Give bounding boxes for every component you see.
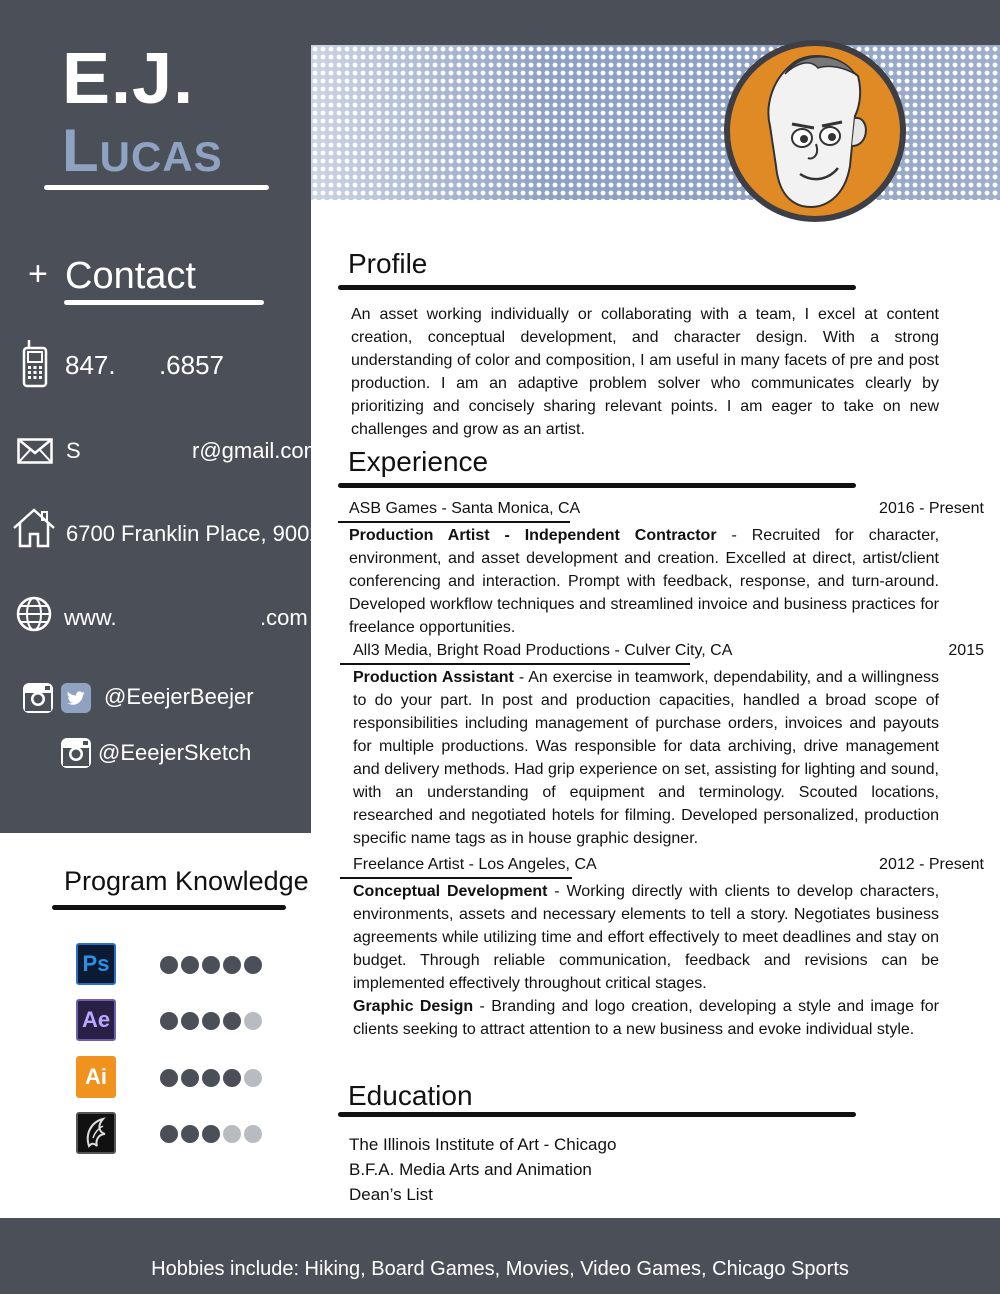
skill-rating (160, 1069, 262, 1087)
website-start[interactable]: www. (64, 605, 117, 630)
job-date: 2012 - Present (879, 856, 984, 873)
job-role: Production Artist - Independent Contractor (349, 527, 717, 544)
footer-band (0, 1218, 1000, 1294)
skill-dot-filled (181, 956, 199, 974)
home-icon (12, 508, 56, 553)
social-handle-1[interactable]: @EeejerBeejer (104, 684, 254, 709)
education-degree: B.F.A. Media Arts and Animation (349, 1160, 592, 1179)
skill-dot-filled (202, 1125, 220, 1143)
profile-divider (338, 285, 856, 290)
experience-title: Experience (348, 446, 489, 477)
job-role: Conceptual Development (353, 883, 548, 900)
email-end[interactable]: r@gmail.com (192, 438, 322, 463)
education-school: The Illinois Institute of Art - Chicago (349, 1135, 617, 1154)
profile-title: Profile (348, 248, 428, 279)
skill-dot-empty (244, 1069, 262, 1087)
education-title: Education (348, 1080, 473, 1111)
skill-dot-filled (223, 956, 241, 974)
job-description (353, 666, 939, 850)
job-company: ASB Games - Santa Monica, CA (349, 500, 581, 517)
job-description-text: - Working directly with clients to develop characters, environments, assets and necessary elements to tell a story. Negotiates business agreements while utilizing time and effort effectively to meet deadlines and stay on budget. Through reliable communication, feedback and revisions can be implemented effectively throughout critical stages. (353, 883, 940, 992)
education-honor: Dean’s List (349, 1185, 433, 1204)
social-handle-2[interactable]: @EeejerSketch (98, 740, 252, 765)
program-knowledge-title: Program Knowledge (64, 866, 309, 896)
job-description-text: - An exercise in teamwork, dependability, and a willingness to do your part. In post and production capacities, handled a broad scope of responsibilities including management of purchase orders, invoices and payouts for multiple productions. Was responsible for data archiving, drive management and delivery methods. Had grip experience on set, assisting for lighting and sound, with an understanding of equipment and terminology. Scouted locations, researched and negotiated hotels for filming. Developed personalized, production specific name tags as in house graphic designer. (353, 669, 939, 847)
job-divider (338, 521, 570, 523)
job-company: All3 Media, Bright Road Productions - Culver City, CA (353, 642, 733, 659)
education-details (349, 1132, 616, 1207)
skill-dot-empty (223, 1125, 241, 1143)
globe-icon (16, 596, 52, 637)
skill-rating (160, 1125, 262, 1143)
job-divider (340, 877, 572, 879)
skill-dot-filled (160, 956, 178, 974)
skill-dot-filled (181, 1069, 199, 1087)
contact-title: Contact (65, 255, 196, 297)
skill-dot-empty (244, 1125, 262, 1143)
twitter-icon[interactable] (60, 682, 92, 719)
name-first: E.J. (62, 39, 195, 119)
job-date: 2016 - Present (879, 500, 984, 517)
mail-icon (17, 438, 53, 469)
job-divider (340, 663, 690, 665)
phone-number: 847. .6857 (65, 350, 225, 380)
krita-icon (76, 1112, 116, 1154)
phone-icon (22, 340, 48, 393)
skill-dot-filled (202, 1069, 220, 1087)
job-role: Production Assistant (353, 669, 514, 686)
contact-divider (64, 300, 264, 305)
skill-dot-filled (160, 1012, 178, 1030)
skill-dot-empty (244, 1012, 262, 1030)
instagram-icon[interactable] (22, 682, 54, 719)
skill-dot-filled (181, 1125, 199, 1143)
job-company: Freelance Artist - Los Angeles, CA (353, 856, 597, 873)
skill-dot-filled (181, 1012, 199, 1030)
skill-dot-filled (160, 1125, 178, 1143)
address: 6700 Franklin Place, 90028 (66, 521, 334, 546)
job-description (349, 524, 939, 639)
portrait-avatar (724, 40, 906, 222)
skill-rating (160, 1012, 262, 1030)
education-divider (338, 1112, 856, 1117)
hobbies-text: Hobbies include: Hiking, Board Games, Movies, Video Games, Chicago Sports (151, 1258, 849, 1280)
skill-dot-filled (223, 1069, 241, 1087)
experience-divider (338, 483, 856, 488)
after-effects-icon: Ae (76, 999, 116, 1041)
illustrator-icon: Ai (76, 1056, 116, 1098)
photoshop-icon: Ps (76, 943, 116, 985)
job-role-2: Graphic Design (353, 998, 474, 1015)
program-knowledge-divider (52, 905, 286, 910)
name-divider (44, 185, 269, 190)
profile-text: An asset working individually or collaborating with a team, I excel at content creation, conceptual development, and character design. With a strong understanding of color and composition, I am useful in many facets of pre and post production. I am an adaptive problem solver who communicates clearly by prioritizing and concisely sharing relevant points. I am eager to take on new challenges and grow as an artist. (351, 306, 939, 438)
skill-dot-filled (223, 1012, 241, 1030)
skill-dot-filled (202, 1012, 220, 1030)
name-last: Lucas (62, 117, 223, 184)
skill-dot-filled (160, 1069, 178, 1087)
job-description-text: - Recruited for character, environment, and asset development and creation. Excelled at direct, artist/client conferencing and interaction. Prompt with feedback, response, and turn-around. Developed workflow techniques and streamlined invoice and business practices for freelance opportunities. (349, 527, 940, 636)
skill-dot-filled (202, 956, 220, 974)
instagram-icon[interactable] (60, 737, 92, 774)
skill-rating (160, 956, 262, 974)
job-description-text-2: - Branding and logo creation, developing a style and image for clients seeking to attract attention to a new business and evoke individual style. (353, 998, 939, 1038)
skill-dot-filled (244, 956, 262, 974)
job-date: 2015 (948, 642, 984, 659)
website-end[interactable]: .com (260, 605, 308, 630)
contact-plus-icon: + (28, 255, 48, 293)
email-start[interactable]: S (66, 438, 81, 463)
job-description (353, 880, 939, 1041)
